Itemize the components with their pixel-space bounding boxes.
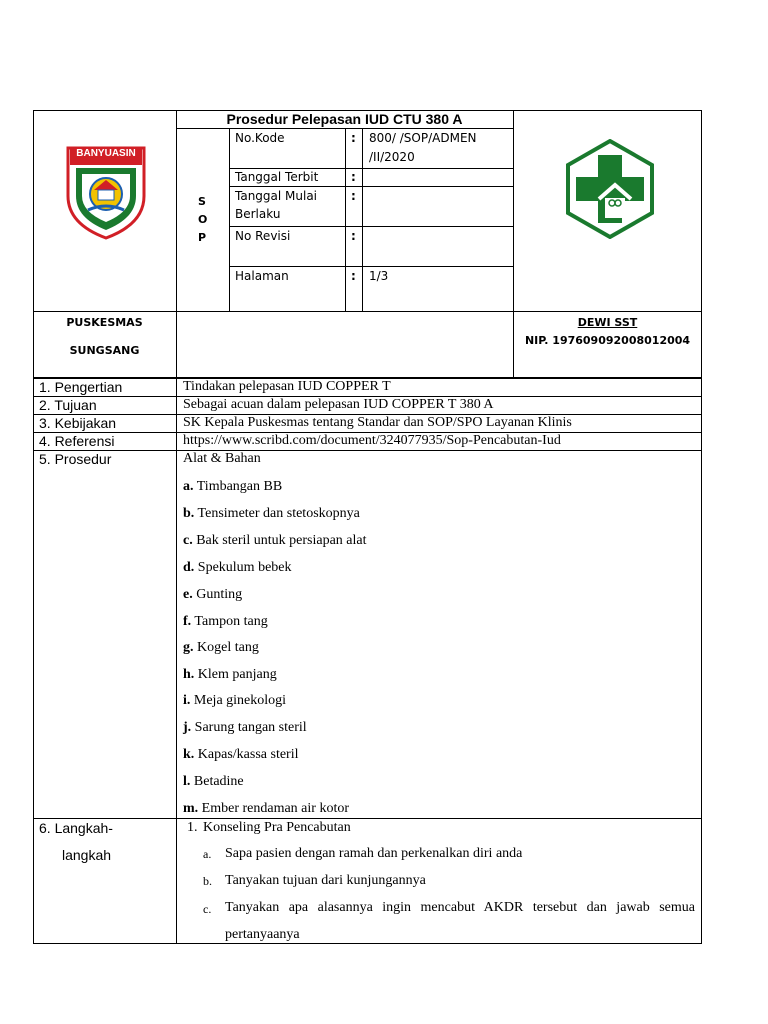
section-label-langkah-line1: 6. Langkah-: [39, 820, 113, 836]
signer-nip: NIP. 197609092008012004: [524, 334, 691, 347]
sop-letter-p: P: [198, 231, 207, 244]
list-item: h. Klem panjang: [183, 667, 277, 682]
list-item: e. Gunting: [183, 587, 243, 602]
document-title: Prosedur Pelepasan IUD CTU 380 A: [226, 111, 463, 127]
signer-name: DEWI SST: [577, 316, 638, 329]
substep-text: Tanyakan tujuan dari kunjungannya: [225, 873, 426, 888]
sop-letter-o: O: [198, 213, 208, 226]
section-content-kebijakan: SK Kepala Puskesmas tentang Standar dan SOP/SPO Layanan Klinis: [183, 415, 572, 430]
substep-letter: a.: [203, 847, 212, 861]
list-item: a. Timbangan BB: [183, 479, 283, 494]
colon-no-kode: :: [351, 131, 356, 145]
colon-no-revisi: :: [351, 229, 356, 243]
list-item: f. Tampon tang: [183, 614, 268, 629]
sop-letter-s: S: [198, 195, 206, 208]
substep-text: Sapa pasien dengan ramah dan perkenalkan diri anda: [225, 846, 523, 861]
list-item: m. Ember rendaman air kotor: [183, 801, 349, 816]
label-tanggal-mulai-line2: Berlaku: [235, 207, 281, 221]
colon-halaman: :: [351, 269, 356, 283]
substep-letter: c.: [203, 902, 212, 916]
label-no-revisi: No Revisi: [235, 229, 291, 243]
section-content-pengertian: Tindakan pelepasan IUD COPPER T: [183, 379, 391, 394]
section-content-tujuan: Sebagai acuan dalam pelepasan IUD COPPER T 380 A: [183, 397, 494, 412]
org-name-line1: PUSKESMAS: [66, 316, 143, 329]
label-halaman: Halaman: [235, 269, 289, 283]
list-item: l. Betadine: [183, 774, 244, 789]
section-label-pengertian: 1. Pengertian: [39, 379, 123, 395]
value-halaman: 1/3: [369, 269, 389, 283]
list-item: c. Bak steril untuk persiapan alat: [183, 533, 367, 548]
list-item: k. Kapas/kassa steril: [183, 747, 299, 762]
section-label-kebijakan: 3. Kebijakan: [39, 415, 117, 431]
banyuasin-logo-text: BANYUASIN: [76, 148, 136, 159]
substep-text: Tanyakan apa alasannya ingin mencabut AKDR tersebut dan jawab semua: [225, 900, 695, 915]
colon-tanggal-mulai: :: [351, 189, 356, 203]
section-label-langkah-line2: langkah: [62, 847, 112, 863]
colon-tanggal-terbit: :: [351, 170, 356, 184]
section-label-tujuan: 2. Tujuan: [39, 397, 97, 413]
list-item: g. Kogel tang: [183, 640, 259, 655]
label-no-kode: No.Kode: [235, 131, 285, 145]
list-item: j. Sarung tangan steril: [183, 720, 307, 735]
substep-letter: b.: [203, 874, 212, 888]
org-name-line2: SUNGSANG: [69, 344, 140, 357]
label-tanggal-mulai-line1: Tanggal Mulai: [235, 189, 318, 203]
section-label-referensi: 4. Referensi: [39, 433, 115, 449]
substep-text-continued: pertanyaanya: [225, 927, 300, 942]
value-no-kode-line2: /II/2020: [369, 150, 415, 164]
prosedur-heading: Alat & Bahan: [183, 451, 261, 466]
list-item: d. Spekulum bebek: [183, 560, 292, 575]
label-tanggal-terbit: Tanggal Terbit: [235, 170, 319, 184]
step-title: Konseling Pra Pencabutan: [203, 820, 351, 835]
step-number: 1.: [187, 820, 198, 835]
section-label-prosedur: 5. Prosedur: [39, 451, 112, 467]
value-no-kode-line1: 800/ /SOP/ADMEN: [369, 131, 477, 145]
puskesmas-logo: [565, 139, 655, 239]
list-item: b. Tensimeter dan stetoskopnya: [183, 506, 360, 521]
section-content-referensi[interactable]: https://www.scribd.com/document/324077935/Sop-Pencabutan-Iud: [183, 433, 561, 448]
list-item: i. Meja ginekologi: [183, 693, 287, 708]
